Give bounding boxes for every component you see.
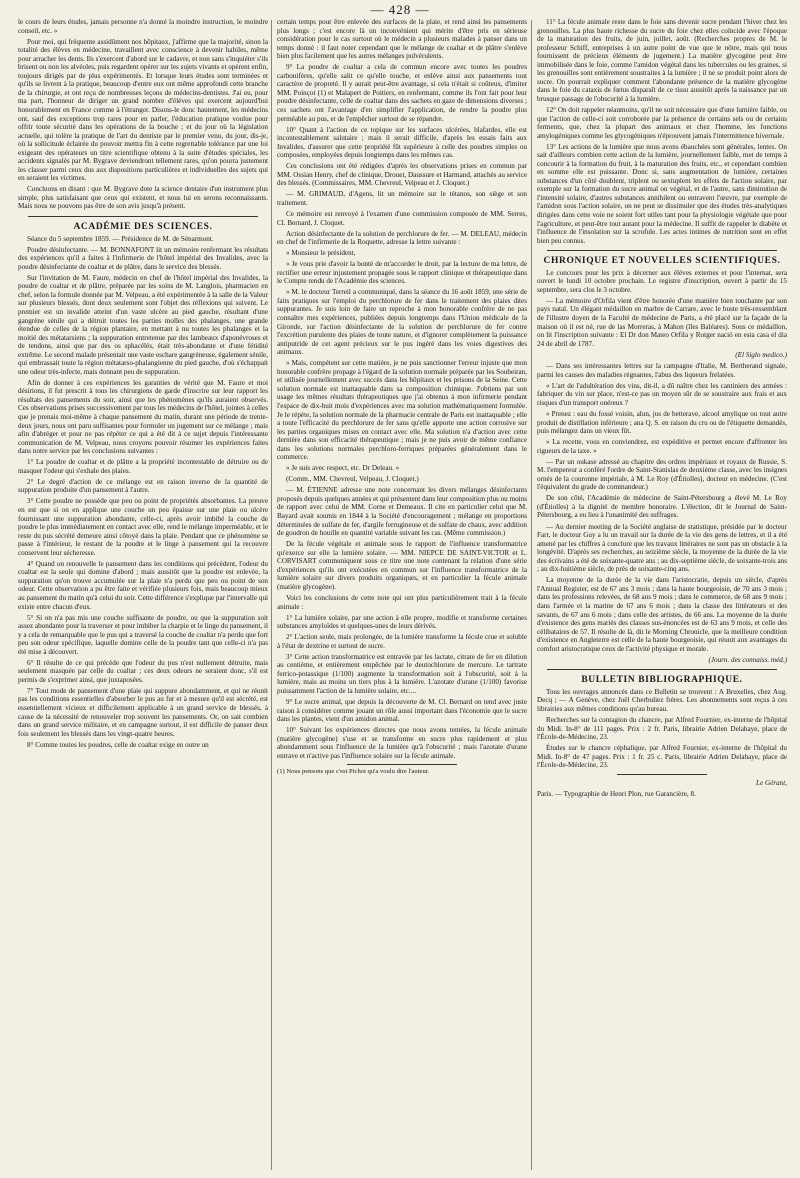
- printer-line: Paris. — Typographie de Henri Plon, rue Garancière, 8.: [537, 790, 696, 799]
- paragraph: 12° On doit rappeler néanmoins, qu'il ne soit nécessaire que d'une lumière faible, ou que l'action de celle-ci soit corroborée par la présence de certains sels ou de certains ferments, que, chez la plupart des animaux et chez l'homme, les fonctions amylogéniques comme les glycogéniques n'éprouvent jamais l'intermittence hivernale.: [537, 105, 787, 140]
- paragraph: — M. ÉTIENNE adresse une note concernant les divers mélanges désinfectants proposés depuis quelques années et qui présentent dans leur composition plus ou moins de rapport avec celui de MM. Corne et Demeaux. Il cite en particulier celui que M. Bayard avait soumis en 1844 à la Société d'encouragement ; mélange en proportions déterminées de sulfate de fer, d'argile ferrugineuse et de sulfate de chaux, avec addition de goudron de houille en quantité variable suivant les cas. (Même commission.): [277, 486, 527, 538]
- paragraph: 2° Le degré d'action de ce mélange est en raison inverse de la quantité de suppuration produite d'un pansement à l'autre.: [18, 477, 268, 495]
- paragraph: Voici les conclusions de cette note qui ont plus particulièrement trait à la fécule animale :: [277, 593, 527, 611]
- paragraph: — Au dernier meeting de la Société anglaise de statistique, présidée par le docteur Farr, le docteur Guy a lu un travail sur la durée de la vie des gens de lettres, et il a été amené par les chiffres à conclure que les travaux littéraires ne sont pas un obstacle à la longévité. D'après ses recherches, au seizième siècle, la moyenne de la durée de la vie des écrivains a été de soixante-quatre ans ; au dix-septième siècle, de soixante-trois ans ; au dix-huitième siècle, de près de soixante-cinq ans.: [537, 522, 787, 574]
- paragraph: certain temps pour être enlevée des surfaces de la plaie, et rend ainsi les pansements plus longs ; c'est encore là un inconvénient qui mérite d'être pris en sérieuse considération pour le cas surtout où le médecin a plusieurs malades à panser dans un temps donné : il faut noter cependant que le mélange de coaltar et de plâtre s'enlève bien plus facilement que les autres mélanges pulvérulents.: [277, 18, 527, 61]
- paragraph: 10° Suivant les expériences directes que nous avons tentées, la fécule animale (matière glycogène) s'use et se transforme en sucre plus rapidement et plus abondamment sous l'influence de la lumière qu'à l'obscurité ; mais l'azotate d'urane entrave et n'active pas l'influence solaire sur la fécule animale.: [277, 726, 527, 760]
- paragraph: 8° Comme toutes les poudres, celle de coaltar exige en outre un: [27, 740, 209, 749]
- paragraph: « L'art de l'adultération des vins, dit-il, a dû naître chez les cantiniers des armées : fabriquer du vin sur place, n'est-ce pas un moyen sûr de se soustraire aux frais et aux risques d'un transport onéreux ?: [537, 381, 787, 407]
- paragraph: De la fécule végétale et animale sous le rapport de l'influence transformatrice qu'exerce sur elle la lumière solaire. — MM. NIEPCE DE SAINT-VICTOR et L. CORVISART communiquent sous ce titre une note contenant la relation d'une série d'expériences qu'ils ont exécutées en commun sur l'influence transformatrice de la lumière solaire sur divers produits organiques, et en particulier la fécule animale (matière glycogène).: [277, 540, 527, 591]
- paragraph: Études sur le chancre céphalique, par Alfred Fournier, ex-interne de l'hôpital du Midi. In-8° de 47 pages. Prix : 1 fr. 25 c. Paris, librairie Adrien Delahaye, place de l'École-de-Médecine, 23.: [537, 744, 787, 770]
- paragraph: — Par un oukase adressé au chapitre des ordres impériaux et royaux de Russie, S. M. l'empereur a conféré l'ordre de Saint-Stanislas de deuxième classe, avec les insignes ornés de la couronne impériale, à M. Le Roy (d'Étiolles), docteur en médecine. (C'est l'équivalent du grade de commandeur.): [537, 457, 787, 492]
- section-rule: [547, 250, 777, 251]
- paragraph: Tous les ouvrages annoncés dans ce Bulletin se trouvent : A Bruxelles, chez Aug. Decq ; — A Genève, chez Joël Cherbuliez frères. Les abonnements sont reçus à ces librairies aux mêmes conditions qu'au bureau.: [537, 687, 787, 713]
- paragraph: 13° Les actions de la lumière que nous avons ébauchées sont générales, lentes. On sait d'ailleurs combien cette action de la lumière, journellement faible, met de temps à concourir à la formation du fruit, à la maturation des fruits, etc., et cependant combien en somme elle est puissante. Donc si, sans augmentation de lumière, certaines substances d'un côté doublent, triplent ou sextuplent les effets de l'action solaire, par exemple sur la formation du sucre animal ou végétal, et de l'autre, sans diminution de l'intensité solaire, d'autres substances annihilent ou entravent l'œuvre, par exemple de l'amidon sous l'action solaire, on ne peut se dissimuler que des études très-analytiques dirigées dans cette voie ne soient fort utiles tant pour la physiologie végétale que pour l'agriculture, et peut-être tout autant pour la médecine. Il suffit de rappeler le diabète et l'influence de l'insolation sur la scrofule. Les actes intimes de nutrition sont en effet bien peu connus.: [537, 142, 787, 245]
- paragraph: Poudre désinfectante. — M. BONNAFONT lit un mémoire renfermant les résultats des expériences qu'il a faites à l'infirmerie de l'hôtel impérial des Invalides, avec la poudre désinfectante de coaltar et de plâtre, dans le service des blessés.: [18, 245, 268, 271]
- paragraph: 1° La lumière solaire, par une action à elle propre, modifie et transforme certaines substances amyloïdes et quelques-unes de leurs dérivés.: [277, 613, 527, 631]
- section-heading: CHRONIQUE ET NOUVELLES SCIENTIFIQUES.: [543, 256, 781, 267]
- paragraph: La moyenne de la durée de la vie dans l'aristocratie, depuis un siècle, d'après l'Annual Register, est de 67 ans 3 mois ; dans la haute bourgeoisie, de 70 ans 3 mois ; dans les professions relevées, de 68 ans 9 mois ; dans le commerce, de 68 ans 9 mois ; dans l'armée et la marine de 67 ans 6 mois ; dans la classe des littérateurs et des savants, de 67 ans 6 mois ; dans celle des artistes, de 66 ans. La moyenne de la durée d'existence des gens mariés des classes sus-énoncées est de 63 ans 9 mois, et celle des célibataires de 57. Il résulte de là, dit le Morning Chronicle, que la meilleure condition d'existence en Angleterre est celle de la haute bourgeoisie, qui réunit aux avantages du comfort aristocratique ceux de l'activité physique et morale.: [537, 576, 787, 653]
- paragraph: — Dans ses intéressantes lettres sur la campagne d'Italie, M. Bertherand signale, parmi les causes des maladies régnantes, l'abus des liqueurs frelatées.: [537, 362, 787, 379]
- footnote-rule: [347, 764, 457, 765]
- column-middle: [277, 18, 527, 1168]
- paragraph: (Comm., MM. Chevreul, Velpeau, J. Cloquet.): [286, 475, 419, 484]
- paragraph: Concluons en disant : que M. Bygrave dote la science dentaire d'un instrument plus simple, plus satisfaisant que ceux qui existent, et nous lui en serons reconnaissants. Mais nous ne pouvons pas être de son avis jusqu'à présent.: [18, 185, 268, 211]
- gerant-signature: Le Gérant,: [756, 778, 787, 787]
- section-rule: [547, 669, 777, 670]
- paragraph: 3° Cette action transformatrice est entravée par les lactate, citrate de fer en dilution au centième, et entièrement empêchée par le deutochlorure de mercure. Le tartrate ferrico-potassique (1/100) augmente la transformation soit à l'obscurité, soit à la lumière, mais au moins un tiers plus à la lumière. L'azotate d'urane (1/100) favorise puissamment l'action de la lumière solaire, etc....: [277, 652, 527, 695]
- paragraph: » Prenez : eau du fossé voisin, alun, jus de betterave, alcool amylique ou tout autre produit de distillation inférieure ; ana Q. S. en raison du cru ou de l'étiquette demandés, puis mélangez dans un vieux fût.: [537, 409, 787, 436]
- paragraph: « Monsieur le président,: [286, 249, 356, 258]
- paragraph: Recherches sur la contagion du chancre, par Alfred Fournier, ex-interne de l'hôpital du Midi. In-8° de 111 pages. Prix : 2 fr. Paris, librairie Adrien Delahaye, place de l'École-de-Médecine, 23.: [537, 715, 787, 742]
- paragraph: le cours de leurs études, jamais personne n'a donné la moindre instruction, le moindre conseil, etc. »: [18, 18, 268, 35]
- paragraph: — La mémoire d'Orfila vient d'être honorée d'une manière bien touchante par son pays natal. Un élégant médaillon en marbre de Carrare, avec le buste très-ressemblant de l'illustre doyen de la Faculté de médecine de Paris, a été placé sur la façade de la maison où il est né, rue de las Morreras, à Mahon (îles Baléares). Sous ce médaillon, on lit l'inscription suivante : El Dr don Mateo Orfila y Rotger nació en esta casa el dia 24 de abril de 1787.: [537, 296, 787, 348]
- paragraph: Sur l'invitation de M. Faure, médecin en chef de l'hôtel impérial des Invalides, la poudre de coaltar et de plâtre, préparée par les soins de M. Langlois, pharmacien en chef, selon la formule donnée par M. Velpeau, a été expérimentée à la salle de la Valeur sur plusieurs blessés, dont deux seulement sont l'objet des réflexions qui suivent. Le premier est un invalide atteint d'un vaste ulcère au pied gauche, résultant d'une gangrène sénile qui a détruit toutes les parties molles des phalanges, une grande étendue de celles de la région plantaire, en mettant à nu toutes les phalanges et la moitié des métatarsiens ; la suppuration entretenue par des lambeaux d'aponévroses et de tendons, ainsi que par des os sphacélés, était très-abondante et d'une fétidité extrême. Le second malade présentait une vaste eschare gangréneuse, également sénile, qui embrassait toute la région métatarso-phalangienne du pied gauche, d'où s'échappait une odeur très-infecte, mais donnant peu de suppuration.: [18, 273, 268, 376]
- section-heading: BULLETIN BIBLIOGRAPHIQUE.: [581, 675, 743, 686]
- paragraph: 1° La poudre de coaltar et de plâtre a la propriété incontestable de détruire ou de masquer l'odeur qui s'exhale des plaies.: [18, 458, 268, 475]
- paragraph: Afin de donner à ces expériences les garanties de vérité que M. Faure et moi désirions, il fut prescrit à tous les chirurgiens de garde d'inscrire sur leur rapport les résultats des pansements du soir, ainsi que les phénomènes qu'ils auraient observés. Ces observations prises successivement par tous les médecins de l'hôtel, jointes à celles que je prenais moi-même à chaque pansement du matin, durant une période de trente-deux jours, nous ont paru suffisantes pour formuler un jugement sur ce mélange ; mais afin d'abréger et pour ne pas répéter ce qui a été dit à ce sujet depuis l'intéressante communication de M. Velpeau, nous croyons pouvoir résumer les expériences faites dans notre service par les conclusions suivantes :: [18, 378, 268, 456]
- column-right: [537, 18, 787, 1168]
- footnote: (1) Nous pensons que c'est Pichot qu'a voulu dire l'auteur.: [277, 768, 430, 776]
- paragraph: Action désinfectante de la solution de perchlorure de fer. — M. DELEAU, médecin en chef de l'infirmerie de la Roquette, adresse la lettre suivante :: [277, 229, 527, 247]
- paragraph: Ce mémoire est renvoyé à l'examen d'une commission composée de MM. Serres, Cl. Bernard, J. Cloquet.: [277, 209, 527, 227]
- source-citation: (Journ. des connaiss. méd.): [708, 655, 787, 664]
- paragraph: 5° Si on n'a pas mis une couche suffisante de poudre, ou que la suppuration soit assez abondante pour la traverser et pour imbiber la charpie et le linge du pansement, il y a cela de remarquable que le pus qui a traversé la couche de coaltar n'a perdu que fort peu son odeur spécifique, laquelle domine celle de la poudre tant que celle-ci n'a pas été mise à découvert.: [18, 613, 268, 656]
- paragraph: » Mais, compétent sur cette matière, je ne puis sanctionner l'erreur injuste que mon honorable confrère propage à l'égard de la solution normale préparée par les Soubeiran, et utilisée journellement avec succès dans les hôpitaux et les prisons de la Seine. Cette solution normale est inattaquable dans sa composition chimique. J'obtiens par son usage les mêmes résultats thérapeutiques que j'ai obtenus à mon infirmerie pendant l'espace de dix-huit mois d'expériences avec ma solution mathématiquement formulée. Je le répète, la solution normale de la pharmacie centrale de Paris est inattaquable ; elle a toute l'efficacité du perchlorure de fer sans qu'elle apporte une action corrosive sur les parties organiques mises en contact avec elle. Ma solution n'a d'action avec cette dernière dans son efficacité thérapeutique ; mais je ne puis avoir de même confiance dans les solutions normales perchloro-ferriques préparées généralement dans le commerce.: [277, 359, 527, 462]
- paragraph: 9° Le sucre animal, que depuis la découverte de M. Cl. Bernard on tend avec juste raison à considérer comme jouant un rôle aussi important dans l'économie que le sucre dans les plantes, vient d'un amidon animal.: [277, 697, 527, 724]
- paragraph: Ces conclusions ont été rédigées d'après les observations prises en commun par MM. Ossian Henry, chef de clinique, Drouet, Daussure et Harmand, attachés au service des blessés. (Commissaires, MM. Chevreul, Velpeau et J. Cloquet.): [277, 162, 527, 188]
- paragraph: 3° Cette poudre ne possède que peu ou point de propriétés absorbantes. La preuve en est que si on en applique une couche un peu épaisse sur une plaie ou ulcère fournissant une suppuration abondante, celle-ci, après avoir imbibé la couche de poudre le plus immédiatement en contact avec elle, rend le mélange imperméable, et le reste du pus sécrété demeure ainsi côtoyé dans la plaie. Pendant que ce phénomène se passe à l'intérieur, le restant de la poudre et le linge à pansement qui la recouvre conservent leur sécheresse.: [18, 497, 268, 557]
- paragraph: » Je vous prie d'avoir la bonté de m'accorder le droit, par la lecture de ma lettre, de rectifier une erreur injustement propagée sous le rapport clinique et thérapeutique dans le Compte rendu de l'Académie des sciences.: [277, 260, 527, 286]
- paragraph: 7° Tout mode de pansement d'une plaie qui suppure abondamment, et qui ne réunit pas les conditions essentielles d'absorber le pus au fur et à mesure qu'il est sécrété, est essentiellement vicieux et difficilement applicable à un grand service de blessés, à cause de la nécessité de renouveler trop souvent les pansements. Or, on sait combien dans un grand service militaire, et en campagne surtout, il est difficile de panser deux fois seulement les blessés dans les vingt-quatre heures.: [18, 686, 268, 738]
- paragraph: — M. GRIMAUD, d'Agens, lit un mémoire sur le tétanos, son siège et son traitement.: [277, 190, 527, 207]
- section-rule: [28, 216, 258, 217]
- paragraph: 4° Quand on renouvelle le pansement dans les conditions qui précèdent, l'odeur du coaltar est la seule qui domine d'abord ; mais aussitôt que la poudre est enlevée, la suppuration qu'on trouve accumulée sur la plaie n'a perdu que peu ou point de son odeur. Cette observation a pu être faite et vérifiée plusieurs fois, mais beaucoup mieux au pansement du matin qu'à celui du soir. Cette différence s'explique par l'intervalle qui existe entre chacun d'eux.: [18, 559, 268, 611]
- source-citation: (El Siglo medico.): [735, 350, 787, 359]
- column-left: [18, 18, 268, 1168]
- paragraph: » Je suis avec respect, etc. Dr Deleau. »: [286, 464, 400, 473]
- paragraph: Le concours pour les prix à décerner aux élèves externes et pour l'internat, sera ouvert le lundi 10 octobre prochain. Le registre d'inscription, ouvert à partir du 15 septembre, sera clos le 3 octobre.: [537, 268, 787, 294]
- paragraph: 11° La fécule animale reste dans le foie sans devenir sucre pendant l'hiver chez les grenouilles. La plus haute richesse du sucre du foie chez elles coïncide avec l'époque de la maturation des fruits, de juin, juillet, août. (Recherches propres de M. le professeur Schiff, entreprises à un autre point de vue que le nôtre, mais qui nous fournissent de précieux éléments de jugement.) La matière glycogène peut être immobilisée dans le foie, comme l'amidon végétal dans les tubercules ou les graines, si les grenouilles sont entièrement soustraites à la lumière ; il ne se produit point alors de sucre. On pourrait expliquer comment l'abondante présence de la matière glycogène dans le foie du cataxis de fœtus disparaît de ce tissu aussitôt après la naissance par un brusque passage de l'obscurité à la lumière.: [537, 18, 787, 103]
- paragraph: 9° La poudre de coaltar a cela de commun encore avec toutes les poudres carbonifères, qu'elle salit ce qu'elle touche, et enlève ainsi aux pansements tout caractère de propreté. Il y aurait peut-être avantage, si cela n'était si coûteux, d'imiter MM. Poinçot (1) et Malapert de Poitiers, en renfermant, comme ils l'ont fait pour leur poudre désinfectante, celle de coaltar dans des sachets en gaze de dimensions diverses ; ces sachets ont l'avantage d'en simplifier l'application, de rendre la poudre plus perméable au pus, et de l'empêcher surtout de se répandre.: [277, 63, 527, 123]
- paragraph: » La recette, vous en conviendrez, est expéditive et permet encore d'affronter les rigueurs de la taxe. »: [537, 438, 787, 455]
- footer-rule: [617, 774, 707, 775]
- paragraph: » M. le docteur Terreil a communiqué, dans la séance du 16 août 1859, une série de faits pratiques sur l'emploi du perchlorure de fer dans le traitement des plaies dites suppurantes. Je suis loin de faire un reproche à mon honorable confrère de ne pas connaître mes expériences, publiées depuis longtemps dans l'Union médicale de la Gironde, sur l'action désinfectante de la solution de perchlorure de fer contre l'excrétion purulente des plaies de toute nature, et d'ignorer complètement la puissance antiputride de cet agent précieux sur le pus ingéré dans les voies digestives des animaux.: [277, 288, 527, 357]
- section-heading: ACADÉMIE DES SCIENCES.: [73, 222, 213, 233]
- column-divider: [531, 20, 532, 1170]
- session-line: Séance du 5 septembre 1859. — Présidence de M. de Sénarmont.: [27, 234, 214, 243]
- paragraph: 2° L'action seule, mais prolongée, de la lumière transforme la fécule crue et soluble à l'état de dextrine et surtout de sucre.: [277, 633, 527, 650]
- page-number: — 428 —: [370, 2, 430, 17]
- paragraph: 10° Quant à l'action de ce topique sur les surfaces ulcérées, blafardes, elle est incontestablement salutaire ; mais il serait difficile, d'après les essais faits aux Invalides, d'assurer que cette propriété fût supérieure à celle des poudres simples ou composées, employées depuis longtemps dans les mêmes cas.: [277, 125, 527, 160]
- paragraph: De son côté, l'Académie de médecine de Saint-Pétersbourg a élevé M. Le Roy (d'Étiolles) à la dignité de membre honoraire. L'élection, dit le Journal de Saint-Pétersbourg, a eu lieu à l'unanimité des suffrages.: [537, 494, 787, 520]
- paragraph: 6° Il résulte de ce qui précède que l'odeur du pus n'est nullement détruite, mais seulement masquée par celle du coaltar ; ces deux odeurs ne seraient donc, s'il est permis de s'exprimer ainsi, que juxtaposées.: [18, 658, 268, 684]
- column-divider: [271, 20, 272, 1170]
- paragraph: Pour moi, qui fréquente assidûment nos hôpitaux, j'affirme que la majorité, sinon la totalité des élèves en médecine, travaillent avec conscience à devenir habiles, même pour arracher les dents. Ils s'exercent d'abord sur le cadavre, et non sans s'inquiéter s'ils brisent ou non les alvéoles, puis regardent opérer sur les sujets vivants et opèrent enfin, toujours dirigés par de plus expérimentés. Et lorsque leurs études sont terminées et qu'ils se livrent à la pratique, beaucoup d'entre eux ont même approfondi cette branche de la chirurgie, et ont reçu de nombreuses leçons de médecins-dentistes. J'ai eu, pour ma part, l'honneur de diriger un grand nombre d'élèves qui exercent aujourd'hui honorablement en France comme à l'étranger. Disons-le donc hautement, les médecins ont, sauf des exceptions trop rares pour en parler, l'éducation pratique voulue pour offrir toute sécurité dans les opérations de la bouche ; et du jour où la législation actuelle, qui tolère la pratique de l'art du dentiste par le premier venu, du jour, dis-je, où la sollicitude éclairée du pouvoir mettra fin à cette regrettable tolérance par une loi exigeant des opérateurs un titre scientifique obtenu à la suite d'études spéciales, les accidents signalés par M. Bygrave deviendront tellement rares, qu'on pourra justement les classer parmi ceux dus aux dispositions particulières et individuelles des sujets qui en seraient les victimes.: [18, 37, 268, 183]
